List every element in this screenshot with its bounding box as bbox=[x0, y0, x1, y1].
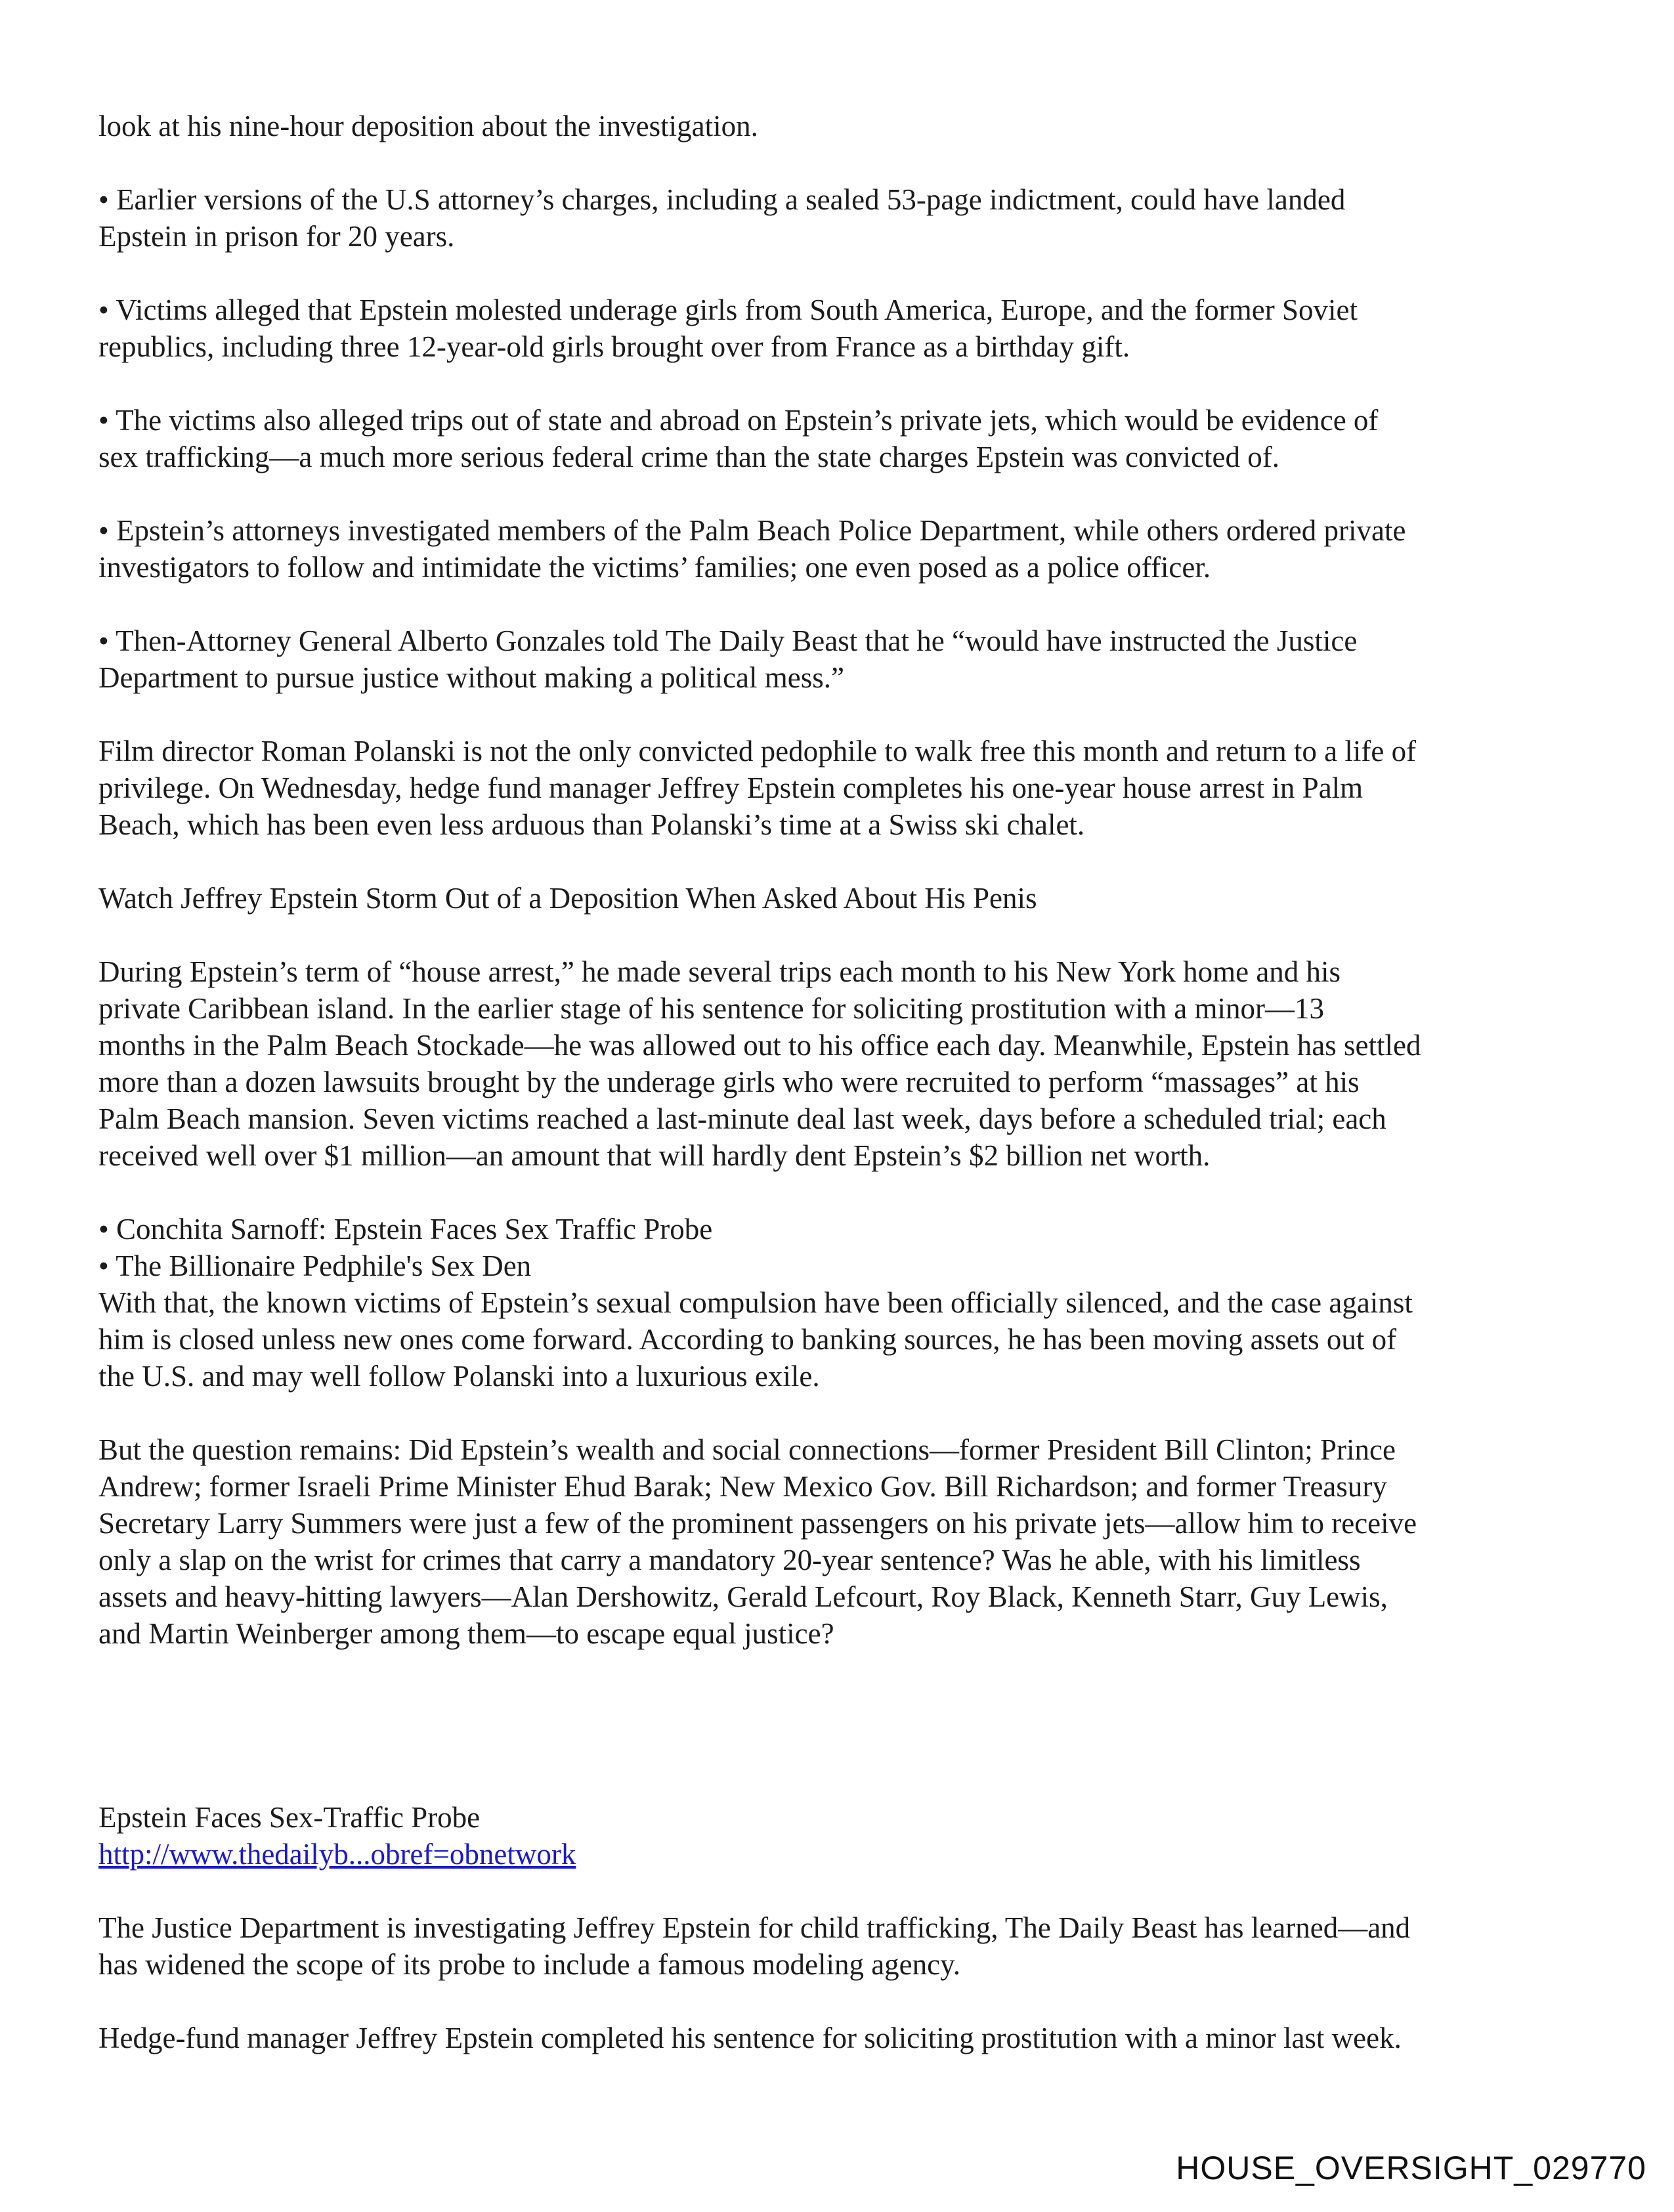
text-line: Film director Roman Polanski is not the only convicted pedophile to walk free this month and return to a life of bbox=[98, 735, 1417, 768]
text-line: and Martin Weinberger among them—to escape equal justice? bbox=[98, 1617, 834, 1650]
bullet-line: • The victims also alleged trips out of state and abroad on Epstein’s private jets, which would be evidence of bbox=[98, 404, 1379, 437]
text-line: republics, including three 12-year-old girls brought over from France as a birthday gift. bbox=[98, 330, 1130, 363]
text-line: the U.S. and may well follow Polanski into a luxurious exile. bbox=[98, 1360, 820, 1393]
text-line: But the question remains: Did Epstein’s wealth and social connections—former President Bill Clinton; Prince bbox=[98, 1433, 1396, 1466]
text-line: has widened the scope of its probe to include a famous modeling agency. bbox=[98, 1948, 960, 1981]
text-line: months in the Palm Beach Stockade—he was allowed out to his office each day. Meanwhile, Epstein has settled bbox=[98, 1029, 1421, 1062]
text-line: Beach, which has been even less arduous than Polanski’s time at a Swiss ski chalet. bbox=[98, 808, 1085, 841]
bullet-line: • The Billionaire Pedphile's Sex Den bbox=[98, 1249, 532, 1282]
text-line: Department to pursue justice without making a political mess.” bbox=[98, 661, 844, 694]
text-line: investigators to follow and intimidate the victims’ families; one even posed as a police officer. bbox=[98, 551, 1211, 584]
text-line: privilege. On Wednesday, hedge fund manager Jeffrey Epstein completes his one-year house arrest in Palm bbox=[98, 771, 1363, 804]
bullet-line: • Epstein’s attorneys investigated members of the Palm Beach Police Department, while others ordered private bbox=[98, 514, 1406, 547]
text-line: Secretary Larry Summers were just a few of the prominent passengers on his private jets—allow him to receive bbox=[98, 1507, 1417, 1540]
text-line: him is closed unless new ones come forward. According to banking sources, he has been moving assets out of bbox=[98, 1323, 1397, 1356]
bates-number: HOUSE_OVERSIGHT_029770 bbox=[1176, 2150, 1646, 2186]
text-line: Palm Beach mansion. Seven victims reached a last-minute deal last week, days before a scheduled trial; each bbox=[98, 1102, 1386, 1135]
text-line: Hedge-fund manager Jeffrey Epstein completed his sentence for soliciting prostitution with a minor last week. bbox=[98, 2022, 1402, 2054]
text-line: During Epstein’s term of “house arrest,” he made several trips each month to his New York home and his bbox=[98, 955, 1341, 988]
text-line: more than a dozen lawsuits brought by the underage girls who were recruited to perform “massages” at his bbox=[98, 1066, 1360, 1098]
bullet-line: • Then-Attorney General Alberto Gonzales told The Daily Beast that he “would have instructed the Justice bbox=[98, 624, 1358, 657]
text-line: assets and heavy-hitting lawyers—Alan Dershowitz, Gerald Lefcourt, Roy Black, Kenneth Starr, Guy Lewis, bbox=[98, 1580, 1388, 1613]
link-container bbox=[98, 1836, 576, 1873]
text-line: With that, the known victims of Epstein’s sexual compulsion have been officially silenced, and the case against bbox=[98, 1286, 1413, 1319]
article-title: Epstein Faces Sex-Traffic Probe bbox=[98, 1801, 481, 1834]
text-line: only a slap on the wrist for crimes that carry a mandatory 20-year sentence? Was he able, with his limitless bbox=[98, 1544, 1361, 1576]
article-link[interactable]: http://www.thedailyb...obref=obnetwork bbox=[98, 1838, 576, 1871]
related-headline: Watch Jeffrey Epstein Storm Out of a Deposition When Asked About His Penis bbox=[98, 882, 1037, 915]
bullet-line: • Victims alleged that Epstein molested underage girls from South America, Europe, and the former Soviet bbox=[98, 293, 1358, 326]
text-line: The Justice Department is investigating Jeffrey Epstein for child trafficking, The Daily Beast has learned—and bbox=[98, 1911, 1411, 1944]
text-line: Andrew; former Israeli Prime Minister Ehud Barak; New Mexico Gov. Bill Richardson; and former Treasury bbox=[98, 1470, 1387, 1503]
bullet-line: • Conchita Sarnoff: Epstein Faces Sex Traffic Probe bbox=[98, 1213, 713, 1246]
text-line: Epstein in prison for 20 years. bbox=[98, 220, 455, 253]
text-line: look at his nine-hour deposition about the investigation. bbox=[98, 110, 758, 142]
text-line: sex trafficking—a much more serious federal crime than the state charges Epstein was convicted of. bbox=[98, 441, 1279, 473]
text-line: received well over $1 million—an amount that will hardly dent Epstein’s $2 billion net worth. bbox=[98, 1139, 1211, 1172]
bullet-line: • Earlier versions of the U.S attorney’s charges, including a sealed 53-page indictment, could have landed bbox=[98, 183, 1346, 216]
text-line: private Caribbean island. In the earlier stage of his sentence for soliciting prostitution with a minor—13 bbox=[98, 992, 1325, 1025]
